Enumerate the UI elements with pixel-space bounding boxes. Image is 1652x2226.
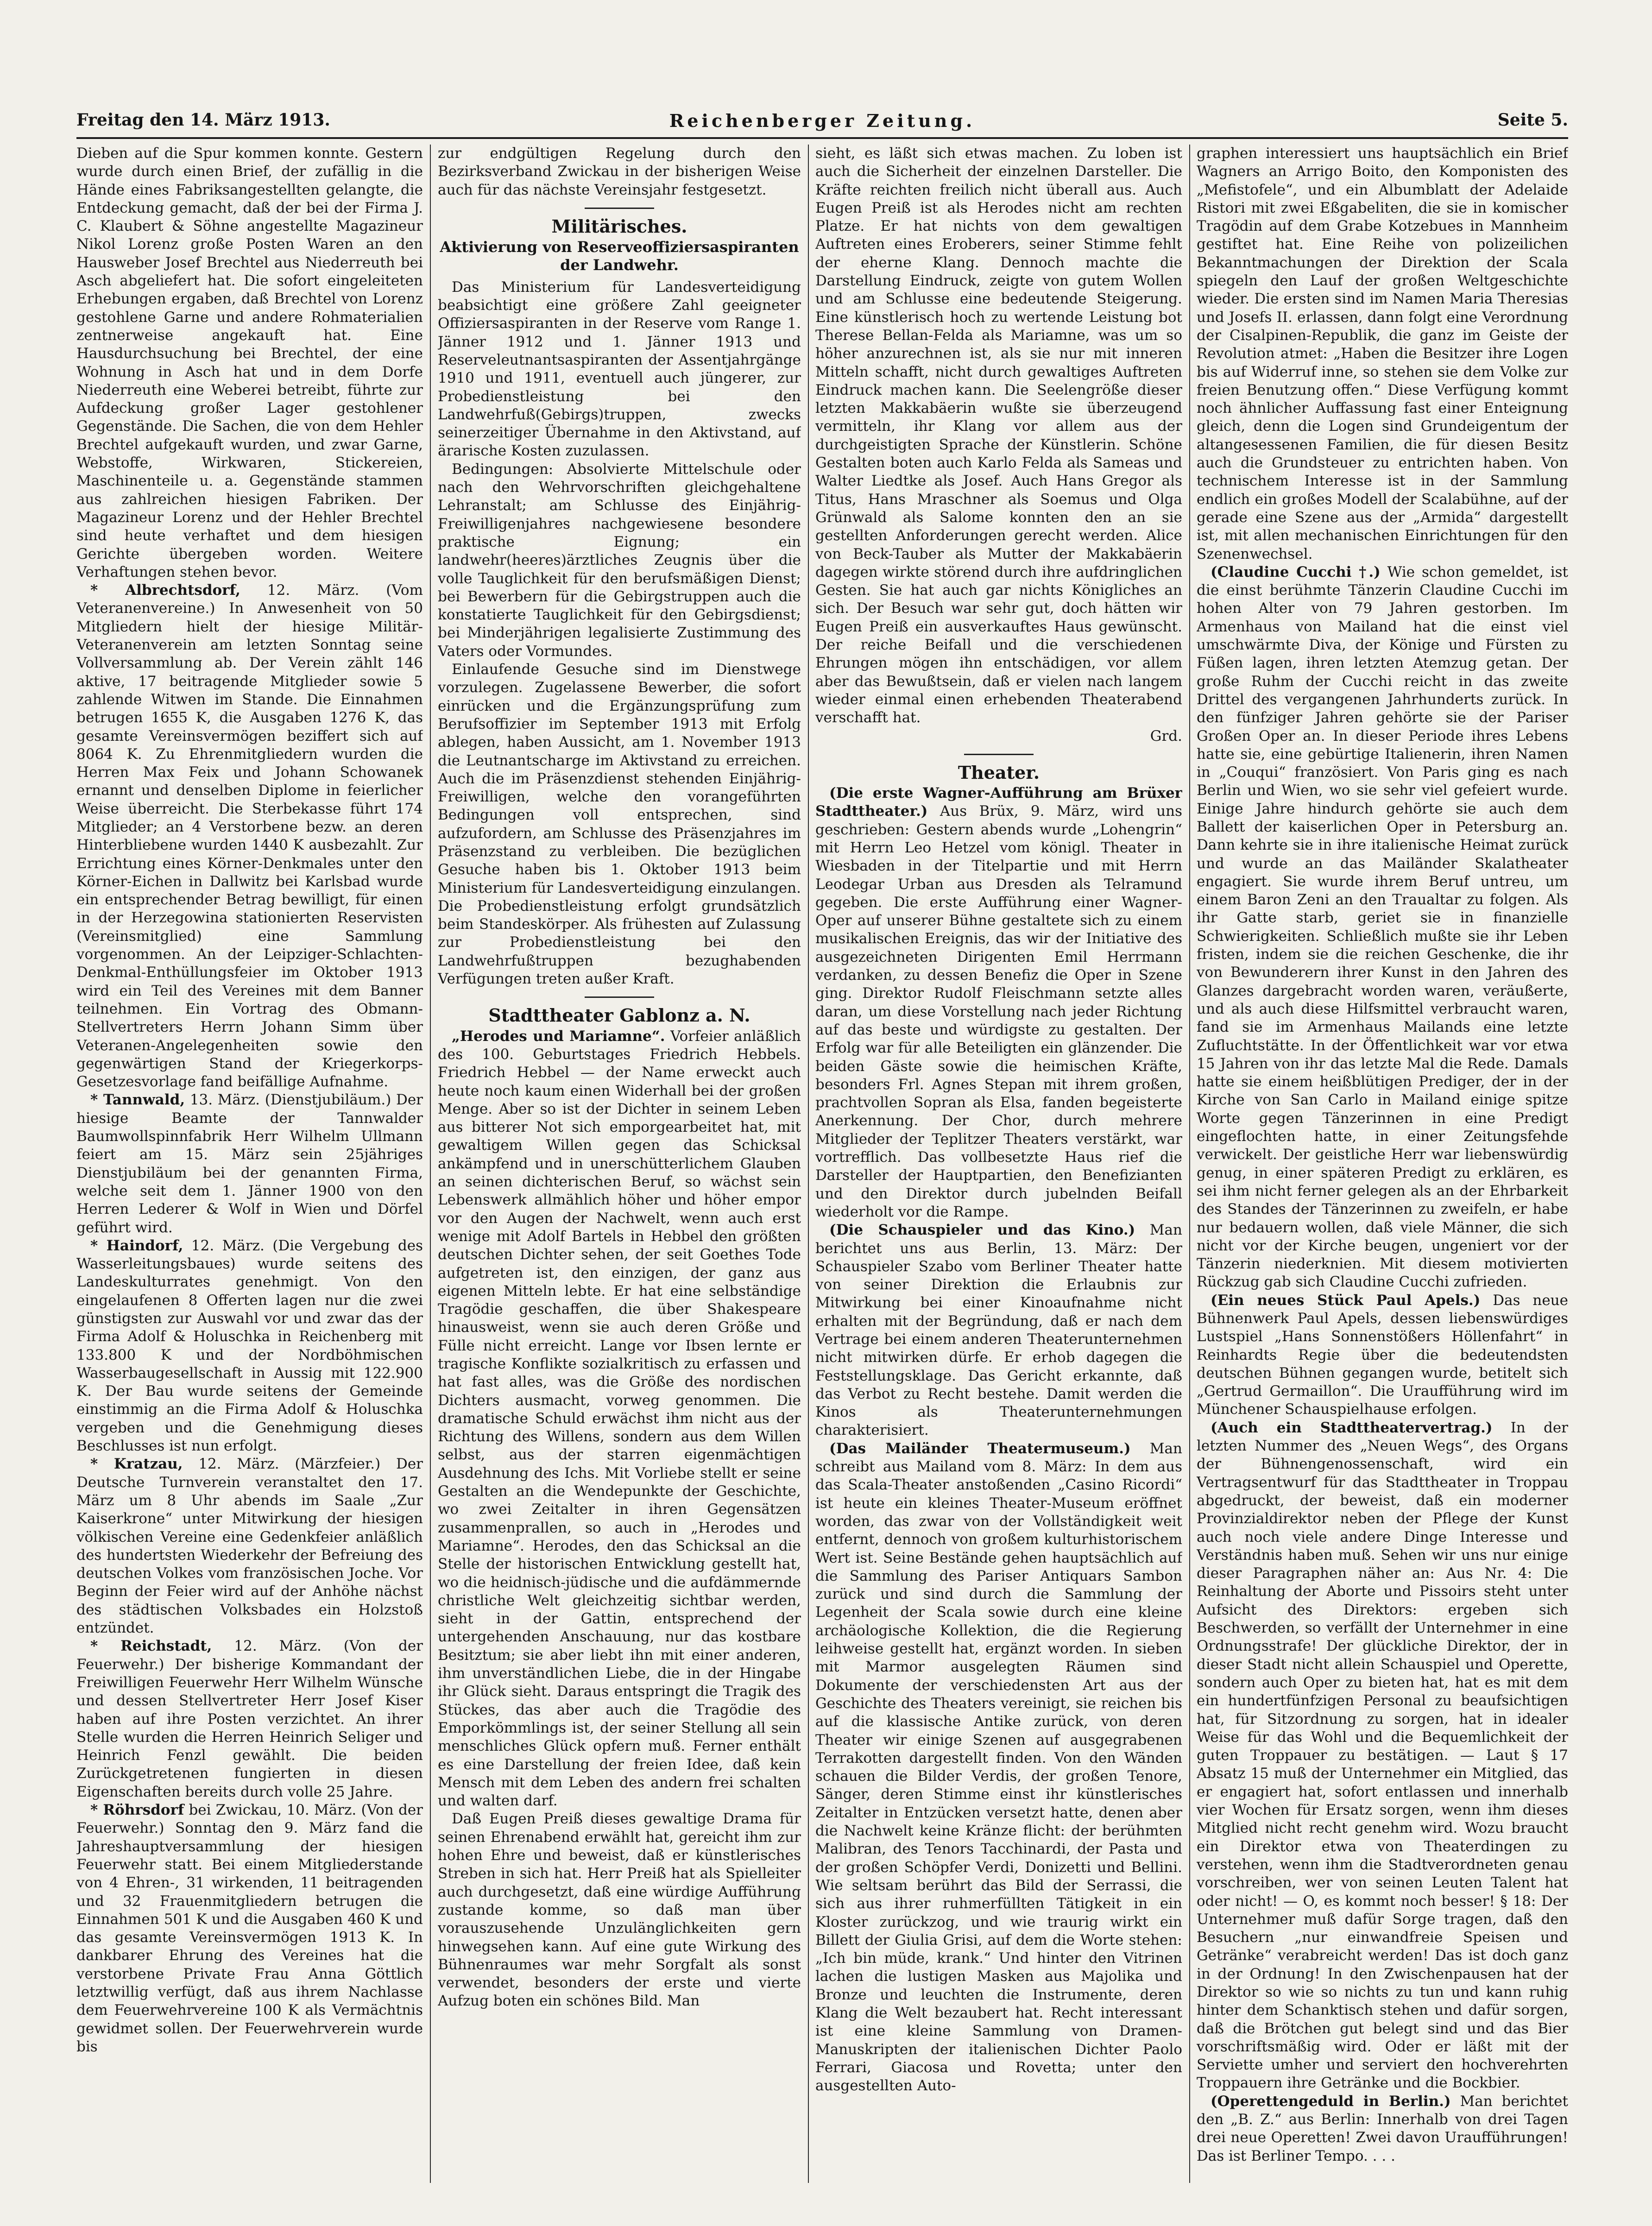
local-news-item: * Kratzau, 12. März. (Märzfeier.) Der Deutsche Turnverein veranstaltet den 17. März um 8 Uhr abends im Saale „Zur Kaiserkrone“ unter Mitwirkung der hiesigen völkischen Vereine eine Gedenkfeier anläßlich des hundertsten Wiederkehr der Befreiung des deutschen Volkes vom französischen Joche. Vor Beginn der Feier wird auf der Anhöhe nächst des städtischen Volksbades ein Holzstoß entzündet. — [76, 1456, 423, 1637]
item-title: (Die erste Wagner-Aufführung am Brüxer Stadttheater.) — [815, 785, 1182, 820]
item-title: (Ein neues Stück Paul Apels.) — [1211, 1292, 1481, 1309]
local-news-item: * Tannwald, 13. März. (Dienstjubiläum.) Der hiesige Beamte der Tannwalder Baumwollspinnfabrik Herr Wilhelm Ullmann feiert am 15. März sein 25jähriges Dienstjubiläum bei der genannten Firma, welche seit dem 1. Jänner 1900 von den Herren Lederer & Wolf in Wien und Dörfel geführt wird. — [76, 1091, 423, 1236]
theater-news-item: (Operettengeduld in Berlin.) Man berichtet den „B. Z.“ aus Berlin: Innerhalb von drei Tagen drei neue Operetten! Zwei davon Uraufführungen! Das ist Berliner Tempo. . . . — [1197, 2093, 1568, 2164]
theater-news-item: (Die Schauspieler und das Kino.) Man berichtet uns aus Berlin, 13. März: Der Schauspieler Szabo vom Berliner Theater hatte von seiner Direktion die Erlaubnis zur Mitwirkung bei einer Kinoaufnahme nicht erhalten mit der Begründung, daß er nach dem Vertrage bei einem anderen Theaterunternehmen nicht mitwirken dürfe. Er erhob dagegen die Feststellungsklage. Das Gericht erkannte, daß das Verbot zu Recht bestehe. Damit werden die Kinos als Theaterunternehmungen charakterisiert. — [815, 1222, 1182, 1439]
section-heading-stadttheater: Stadttheater Gablonz a. N. — [488, 1005, 750, 1026]
section-heading-theater: Theater. — [958, 762, 1040, 783]
theater-news-item: (Claudine Cucchi †.) Wie schon gemeldet, ist die einst berühmte Tänzerin Claudine Cucchi im hohen Alter von 79 Jahren gestorben. Im Armenhaus von Mailand hat die einst viel umschwärmte Diva, der Könige und Fürsten zu Füßen lagen, ihren letzten Atemzug getan. Der große Ruhm der Cucchi reicht in das zweite Drittel des vergangenen Jahrhunderts zurück. In den fünfziger Jahren gehörte sie der Pariser Großen Oper an. In dieser Periode ihres Lebens hatte sie, eine gebürtige Italienerin, ihren Namen in „Couqui“ französiert. Von Paris ging es nach Berlin und Wien, wo sie sehr viel gefeiert wurde. Einige Jahre hindurch gehörte sie auch dem Ballett der kaiserlichen Oper in Petersburg an. Dann kehrte sie in ihre italienische Heimat zurück und wurde an das Mailänder Skalatheater engagiert. Sie wurde ihrem Beruf untreu, um einem Baron Zeni an den Traualtar zu folgen. Als ihr Gatte starb, geriet sie in finanzielle Schwierigkeiten. Schließlich mußte sie ihr Leben fristen, indem sie die reichen Geschenke, die ihr von Bewunderern ihrer Kunst in den Jahren des Glanzes dargebracht worden waren, veräußerte, und als auch diese Hilfsmittel verbraucht waren, fand sie im Armenhaus Mailands eine letzte Zufluchtstätte. In der Öffentlichkeit war vor etwa 15 Jahren von ihr das letzte Mal die Rede. Damals hatte sie einem heißblütigen Prediger, der in der Kirche von San Carlo in Mailand einige spitze Worte gegen Tänzerinnen in eine Predigt eingeflochten hatte, in einer Zeitungsfehde verwickelt. Der geistliche Herr war liebenswürdig genug, in einer späteren Predigt zu erklären, es sei ihm nicht ferner gelegen als an der Ehrbarkeit des Standes der Tänzerinnen zu zweifeln, er habe nur bedauern wollen, daß viele Männer, die sich nicht vor der Kirche beugen, ungeniert vor der Tänzerin niederknien. Mit diesem motivierten Rückzug gab sich Claudine Cucchi zufrieden. — [1197, 563, 1568, 1291]
local-news-item: * Albrechtsdorf, 12. März. (Vom Veteranenvereine.) In Anwesenheit von 50 Mitgliedern hielt der hiesige Militär-Veteranenverein am letzten Sonntag seine Vollversammlung ab. Der Verein zählt 146 aktive, 17 beitragende Mitglieder sowie 5 zahlende Witwen im Stande. Die Einnahmen betrugen 1655 K, die Ausgaben 1276 K, das gesamte Vereinsvermögen beziffert sich auf 8064 K. Zu Ehrenmitgliedern wurden die Herren Max Feix und Johann Schowanek ernannt und denselben Diplome in feierlicher Weise überreicht. Die Sterbekasse führt 174 Mitglieder; an 4 Verstorbene bezw. an deren Hinterbliebene wurden 1440 K ausbezahlt. Zur Errichtung eines Körner-Denkmales unter den Körner-Eichen in Dallwitz bei Karlsbad wurde ein entsprechender Betrag bewilligt, für einen in der Herzegowina stationierten Reservisten (Vereinsmitglied) eine Sammlung vorgenommen. An der Leipziger-Schlachten-Denkmal-Enthüllungsfeier im Oktober 1913 wird ein Teil des Vereines mit dem Banner teilnehmen. Ein Vortrag des Obmann-Stellvertreters Herrn Johann Simm über Veteranen-Angelegenheiten sowie den gegenwärtigen Stand der Kriegerkorps-Gesetzesvorlage fand beifällige Aufnahme. — [76, 582, 423, 1091]
article-text: Das Ministerium für Landesverteidigung beabsichtigt eine größere Zahl geeigneter Offiziersaspiranten in der Reserve vom Range 1. Jänner 1912 und 1. Jänner 1913 und Reserveleutnantsaspiranten der Assentjahrgänge 1910 und 1911, eventuell auch jüngerer, zur Probedienstleistung bei den Landwehrfuß(Gebirgs)truppen, zwecks seinerzeitiger Übernahme in den Aktivstand, auf ärarische Kosten zuzulassen. — [438, 278, 801, 460]
column-4 — [1197, 145, 1568, 2188]
author-signature: Grd. — [1150, 727, 1182, 744]
play-title: „Herodes und Mariamne“. — [452, 1028, 665, 1045]
column-3 — [815, 145, 1182, 2188]
place-name: * Reichstadt, — [90, 1638, 212, 1655]
newspaper-title: Reichenberger Zeitung. — [669, 110, 976, 131]
article-headline: Aktivierung von Reserveoffiziersaspiranten der Landwehr. — [440, 238, 799, 274]
section-divider — [585, 208, 654, 209]
review-text: sieht, es läßt sich etwas machen. Zu loben ist auch die Sicherheit der einzelnen Darsteller. Die Kräfte reichten freilich nicht überall aus. Auch Eugen Preiß ist als Herodes nicht am rechten Platze. Er hat nichts von dem gewaltigen Auftreten eines Eroberers, seiner Stimme fehlt der eherne Klang. Dennoch machte die Darstellung Eindruck, zeigte von gutem Wollen und am Schlusse eine bedeutende Steigerung. Eine künstlerisch hoch zu wertende Leistung bot Therese Bellan-Felda als Mariamne, was um so höher anzurechnen ist, als sie nur mit inneren Mitteln schafft, nicht durch gewaltiges Auftreten Eindruck machen kann. Die Seelengröße dieser letzten Makkabäerin wußte sie überzeugend vermitteln, ihr Klang vor allem aus der durchgeistigten Sprache der Künstlerin. Schöne Gestalten boten auch Karlo Felda als Sameas und Walter Liedtke als Josef. Auch Hans Gregor als Titus, Hans Mraschner als Soemus und Olga Grünwald als Salome konnten den an sie gestellten Anforderungen gerecht werden. Alice von Beck-Tauber als Mutter der Makkabäerin dagegen wirkte störend durch ihre aufdringlichen Gesten. Sie hat auch gar nichts Königliches an sich. Der Besuch war sehr gut, doch hätten wir Eugen Preiß ein ausverkauftes Haus gewünscht. Der reiche Beifall und die verschiedenen Ehrungen mögen ihn entschädigen, vor allem aber das Bewußtsein, daß er vielen nach langem wieder einmal einen erhebenden Theaterabend verschafft hat. — [815, 145, 1182, 726]
theater-news-item: (Die erste Wagner-Aufführung am Brüxer Stadttheater.) Aus Brüx, 9. März, wird uns geschrieben: Gestern abends wurde „Lohengrin“ mit Herrn Leo Hetzel vom königl. Theater in Wiesbaden in der Titelpartie und mit Herrn Leodegar Urban aus Dresden als Telramund gegeben. Die erste Aufführung einer Wagner-Oper auf unserer Bühne gestaltete sich zu einem musikalischen Ereignis, das wir der Initiative des ausgezeichneten Dirigenten Emil Herrmann verdanken, zu dessen Benefiz die Oper in Szene ging. Direktor Rudolf Fleischmann setzte alles daran, um diese Vorstellung nach jeder Richtung auf das beste und würdigste zu gestalten. Der Erfolg war für alle Beteiligten ein glänzender. Die beiden Gäste sowie die heimischen Kräfte, besonders Frl. Agnes Stepan mit ihrem großen, prachtvollen Sopran als Elsa, fanden begeisterte Anerkennung. Der Chor, durch mehrere Mitglieder der Teplitzer Theaters verstärkt, war vortrefflich. Das vollbesetzte Haus rief die Darsteller der Hauptpartien, den Benefizianten und den Direktor durch jubelnden Beifall wiederholt vor die Rampe. — [815, 785, 1182, 1220]
section-divider — [585, 996, 654, 998]
column-divider — [1189, 145, 1190, 2183]
theater-news-item: (Ein neues Stück Paul Apels.) Das neue Bühnenwerk Paul Apels, dessen liebenswürdiges Lustspiel „Hans Sonnenstößers Höllenfahrt“ in Reinhardts Regie über die bedeutendsten deutschen Bühnen gegangen wurde, betitelt sich „Gertrud Germaillon“. Die Uraufführung wird im Münchener Schauspielhause erfolgen. — [1197, 1292, 1568, 1418]
article-text: zur endgültigen Regelung durch den Bezirksverband Zwickau in der bisherigen Weise auch für das nächste Vereinsjahr festgesetzt. — [438, 145, 801, 198]
local-news-item: * Haindorf, 12. März. (Die Vergebung des Wasserleitungsbaues) wurde seitens des Landeskulturrates genehmigt. Von den eingelaufenen 8 Offerten lagen nur die zwei günstigsten zur Auswahl vor und zwar das der Firma Adolf & Holuschka in Reichenberg mit 133.800 K und der Nordböhmischen Wasserbaugesellschaft in Aussig mit 122.900 K. Der Bau wurde seitens der Gemeinde einstimmig an die Firma Adolf & Holuschka vergeben und die Genehmigung dieses Beschlusses ist nun erfolgt. — [76, 1237, 423, 1455]
review-text: „Herodes und Mariamne“. Vorfeier anläßlich des 100. Geburtstages Friedrich Hebbels. Friedrich Hebbel — der Name erweckt auch heute noch kaum einen Widerhall bei der großen Menge. Aber so ist der Dichter in seinem Leben aus bitterer Not sich emporgearbeitet hat, mit gewaltigem Willen gegen das Schicksal ankämpfend und in unerschütterlichem Glauben an seinen dichterischen Beruf, so wächst sein Lebenswerk allmählich höher und höher empor vor den Augen der Nachwelt, wenn auch erst wenige mit Adolf Bartels in Hebbel den größten deutschen Dichter sehen, der seit Goethes Tode aufgetreten ist, den einzigen, der ganz aus eigenen Mitteln lebte. Er hat eine selbständige Tragödie geschaffen, die über Shakespeare hinausweist, wenn sie auch deren Größe und Fülle nicht erreicht. Lange vor Ibsen lernte er tragische Konflikte sozialkritisch zu erfassen und hat fast alles, was die Größe des nordischen Dichters ausmacht, vorweg genommen. Die dramatische Schuld erwächst ihm nicht aus der Richtung des Willens, sondern aus dem Willen selbst, aus der starren eigenmächtigen Ausdehnung des Ichs. Mit Vorliebe stellt er seine Gestalten an die Wendepunkte der Geschichte, wo zwei Zeitalter in ihren Gegensätzen zusammenprallen, so auch in „Herodes und Mariamne“. Herodes, den das Schicksal an die Stelle der historischen Entwicklung gestellt hat, wo die heidnisch-jüdische und die aufdämmernde christliche Welt gleichzeitig sichtbar werden, sieht in der Gattin, entsprechend der untergehenden Anschauung, nur das kostbare Besitztum; sie aber liebt ihn mit einer anderen, ihm unverständlichen Liebe, die in der Hingabe ihr Glück sieht. Daraus entspringt die Tragik des Stückes, das aber auch die Tragödie des Emporkömmlings ist, der seiner Stellung all sein menschliches Glück opfern muß. Ferner enthält es eine Darstellung der freien Idee, daß kein Mensch mit dem Leben des andern frei schalten und walten darf. — [438, 1028, 801, 1810]
place-name: * Tannwald, — [90, 1091, 185, 1109]
masthead — [76, 110, 1568, 138]
column-2 — [438, 145, 801, 2188]
page-number: Seite 5. — [1497, 110, 1568, 130]
column-divider — [430, 145, 431, 2183]
place-name: * Albrechtsdorf, — [90, 582, 240, 599]
item-title: (Claudine Cucchi †.) — [1211, 563, 1381, 580]
theater-news-item: (Auch ein Stadttheatervertrag.) In der letzten Nummer des „Neuen Wegs“, des Organs der Bühnengenossenschaft, wird ein Vertragsentwurf für das Stadttheater in Troppau abgedruckt, der beweist, daß ein moderner Provinzialdirektor neben der Pflege der Kunst auch noch viele andere Dinge Interesse und Verständnis haben muß. Sehen wir uns nur einige dieser Paragraphen näher an: Aus Nr. 4: Die Reinhaltung der Aborte und Pissoirs steht unter Aufsicht des Direktors: ergeben sich Beschwerden, so verfällt der Unternehmer in eine Ordnungsstrafe! Der glückliche Direktor, der in dieser Stadt nicht allein Schauspiel und Operette, sondern auch Oper zu bieten hat, hat es mit dem ein hundertfünfzigen Personal zu beaufsichtigen hat, für Sitzordnung zu sorgen, hat in idealer Weise für das Wohl und die Bequemlichkeit der guten Troppauer zu bestätigen. — Laut § 17 Absatz 15 muß der Unternehmer ein Mitglied, das er engagiert hat, sofort entlassen und innerhalb vier Wochen für Ersatz sorgen, wenn ihm dieses Mitglied nicht recht genehm wird. Wozu braucht ein Direktor etwa von Theaterdingen zu verstehen, wenn ihm die Stadtverordneten genau vorschreiben, wer von seinen Leuten Talent hat oder nicht! — O, es kommt noch besser! § 18: Der Unternehmer muß dafür Sorge tragen, daß den Besuchern „nur einwandfreie Speisen und Getränke“ verabreicht werden! Das ist doch ganz in der Ordnung! In den Zwischenpausen hat der Direktor so wie so nichts zu tun und kann ruhig hinter dem Schanktisch stehen und dafür sorgen, daß die Brötchen gut belegt sind und das Bier vorschriftsmäßig wird. Oder er läßt mit der Serviette umher und serviert den hochverehrten Troppauern ihre Getränke und die Bockbier. — [1197, 1419, 1568, 2092]
item-title: (Das Mailänder Theatermuseum.) — [829, 1440, 1131, 1457]
theater-news-item: (Das Mailänder Theatermuseum.) Man schreibt aus Mailand vom 8. März: In dem aus das Scala-Theater anstoßenden „Casino Ricordi“ ist heute ein kleines Theater-Museum eröffnet worden, das zwar von der Vollständigkeit weit entfernt, dennoch von großem kulturhistorischem Wert ist. Seine Bestände gehen hauptsächlich auf die Sammlung des Pariser Antiquars Sambon zurück und sind durch die Sammlung der Legenheit der Scala sowie durch eine kleine archäologische Kollektion, die die Regierung leihweise gestellt hat, ergänzt worden. In sieben mit Marmor ausgelegten Räumen sind Dokumente der verschiedensten Art aus der Geschichte des Theaters vereinigt, sie reichen bis auf die klassische Antike zurück, von deren Theater wir einige Szenen auf ausgegrabenen Terrakotten dargestellt finden. Von den Wänden schauen die Bilder Verdis, der großen Tenore, Sänger, deren Stimme einst ihr künstlerisches Zeitalter in Entzücken versetzt hatte, denen aber die Nachwelt keine Kränze flicht: der berühmten Malibran, des Tenors Tacchinardi, der Pasta und der großen Schöpfer Verdi, Donizetti und Bellini. Wie seltsam berührt das Bild der Serrassi, die sich aus ihrer ruhmerfüllten Tätigkeit in ein Kloster zurückzog, und wie traurig wirkt ein Billett der Giulia Grisi, auf dem die Worte stehen: „Ich bin müde, krank.“ Und hinter den Vitrinen lachen die lustigen Masken aus Majolika und Bronze und leuchten die Instrumente, deren Klang die Welt bezaubert hat. Recht interessant ist eine kleine Sammlung von Dramen-Manuskripten der italienischen Dichter Paolo Ferrari, Giacosa und Rovetta; unter den ausgestellten Auto- — [815, 1440, 1182, 2094]
place-name: * Kratzau, — [90, 1456, 183, 1473]
place-name: * Röhrsdorf — [90, 1802, 184, 1819]
article-text: Bedingungen: Absolvierte Mittelschule oder nach den Wehrvorschriften gleichgehaltene Lehranstalt; am Schlusse des Einjährig-Freiwilligenjahres nachgewiesene besondere praktische Eignung; ein landwehr(heeres)ärztliches Zeugnis über die volle Tauglichkeit für den berufsmäßigen Dienst; bei Bewerbern für die Gebirgstruppen auch die konstatierte Tauglichkeit für den Gebirgsdienst; bei Minderjährigen legalisierte Zustimmung des Vaters oder Vormundes. — [438, 460, 801, 660]
article-text: Einlaufende Gesuche sind im Dienstwege vorzulegen. Zugelassene Bewerber, die sofort einrücken und die Ergänzungsprüfung zum Berufsoffizier im September 1913 mit Erfolg ablegen, haben Aussicht, am 1. November 1913 die Leutnantscharge im Aktivstand zu erreichen. Auch die im Präsenzdienst stehenden Einjährig-Freiwilligen, welche den vorangeführten Bedingungen voll entsprechen, sind aufzufordern, am Schlusse des Präsenzjahres im Präsenzstand zu verbleiben. Die bezüglichen Gesuche haben bis 1. Oktober 1913 beim Ministerium für Landesverteidigung einzulangen. Die Probedienstleistung erfolgt grundsätzlich beim Standeskörper. Als frühesten auf Zulassung zur Probedienstleistung bei den Landwehrfußtruppen bezughabenden Verfügungen treten außer Kraft. — [438, 661, 801, 988]
section-divider — [964, 754, 1034, 755]
item-title: (Die Schauspieler und das Kino.) — [829, 1222, 1135, 1239]
section-heading-military: Militärisches. — [551, 215, 687, 237]
masthead-rule — [76, 137, 1568, 139]
review-text: Daß Eugen Preiß dieses gewaltige Drama für seinen Ehrenabend erwählt hat, gereicht ihm zur hohen Ehre und beweist, daß er künstlerisches Streben in sich hat. Herr Preiß hat als Spielleiter auch durchgesetzt, daß eine würdige Aufführung zustande komme, so daß man über vorauszusehende Unzulänglichkeiten gern hinwegsehen kann. Auf eine gute Wirkung des Bühnenraumes war mehr Sorgfalt als sonst verwendet, besonders der erste und vierte Aufzug boten ein schönes Bild. Man — [438, 1810, 801, 2010]
item-title: (Auch ein Stadttheatervertrag.) — [1211, 1419, 1493, 1436]
item-title: (Operettengeduld in Berlin.) — [1211, 2093, 1451, 2110]
local-news-item: * Reichstadt, 12. März. (Von der Feuerwehr.) Der bisherige Kommandant der Freiwilligen Feuerwehr Herr Wilhelm Wünsche und dessen Stellvertreter Herr Josef Kiser haben auf ihre Posten verzichtet. An ihrer Stelle wurden die Herren Heinrich Seliger und Heinrich Fenzl gewählt. Die beiden Zurückgetretenen fungierten in diesen Eigenschaften bereits durch volle 25 Jahre. — [76, 1638, 423, 1800]
column-1 — [76, 145, 423, 2188]
article-text: Dieben auf die Spur kommen konnte. Gestern wurde durch einen Brief, der zufällig in die Hände eines Fabriksangestellten gelangte, die Entdeckung gemacht, daß der bei der Firma J. C. Klaubert & Söhne angestellte Magazineur Nikol Lorenz große Posten Waren an den Hausweber Josef Brechtel aus Niederreuth bei Asch abgeliefert hat. Die sofort eingeleiteten Erhebungen ergaben, daß Brechtel von Lorenz gestohlene Garne und andere Rohmaterialien zentnerweise angekauft hat. Eine Hausdurchsuchung bei Brechtel, der eine Wohnung in Asch hat und in dem Dorfe Niederreuth eine Weberei betreibt, führte zur Aufdeckung großer Lager gestohlener Gegenstände. Die Sachen, die von dem Hehler Brechtel aufgekauft wurden, und zwar Garne, Webstoffe, Wirkwaren, Stickereien, Maschinenteile u. a. Gegenstände stammen aus zahlreichen hiesigen Fabriken. Der Magazineur Lorenz und der Hehler Brechtel sind heute verhaftet und dem hiesigen Gerichte übergeben worden. Weitere Verhaftungen stehen bevor. — [76, 145, 423, 580]
column-divider — [808, 145, 809, 2183]
article-text: graphen interessiert uns hauptsächlich ein Brief Wagners an Arrigo Boito, den Komponisten des „Mefistofele“, und ein Albumblatt der Adelaide Ristori mit zwei Eßgabeliten, die sie in komischer Tragödin auf dem Grabe Kotzebues in Mannheim gestiftet hat. Eine Reihe von polizeilichen Bekanntmachungen der Direktion der Scala spiegeln den Lauf der großen Weltgeschichte wieder. Die ersten sind im Namen Maria Theresias und Josefs II. erlassen, dann folgt eine Verordnung der Cisalpinen-Republik, die ganz im Geiste der Revolution atmet: „Haben die Besitzer ihre Logen bis auf Widerruf inne, so stehen sie dem Volke zur freien Benutzung offen.“ Diese Verfügung kommt noch ähnlicher Auffassung fast einer Enteignung gleich, denn die Logen sind Grundeigentum der altangesessenen Familien, die für diesen Besitz auch die Grundsteuer zu entrichten haben. Von technischem Interesse ist in der Sammlung endlich ein großes Modell der Scalabühne, auf der gerade eine Szene aus der „Armida“ dargestellt ist, mit allen mechanischen Einrichtungen für den Szenenwechsel. — [1197, 145, 1568, 562]
issue-date: Freitag den 14. März 1913. — [76, 110, 330, 130]
local-news-item: * Röhrsdorf bei Zwickau, 10. März. (Von der Feuerwehr.) Sonntag den 9. März fand die Jahreshauptversammlung der hiesigen Feuerwehr statt. Bei einem Mitgliederstande von 4 Ehren-, 31 wirkenden, 11 beitragenden und 32 Frauenmitgliedern betrugen die Einnahmen 501 K und die Ausgaben 460 K und das gesamte Vereinsvermögen 1913 K. In dankbarer Ehrung des Vereines hat die verstorbene Private Frau Anna Göttlich letztwillig verfügt, daß aus ihrem Nachlasse dem Feuerwehrvereine 100 K als Vermächtnis gewidmet sollen. Der Feuerwehrverein wurde bis — [76, 1802, 423, 2055]
place-name: * Haindorf, — [90, 1237, 183, 1254]
